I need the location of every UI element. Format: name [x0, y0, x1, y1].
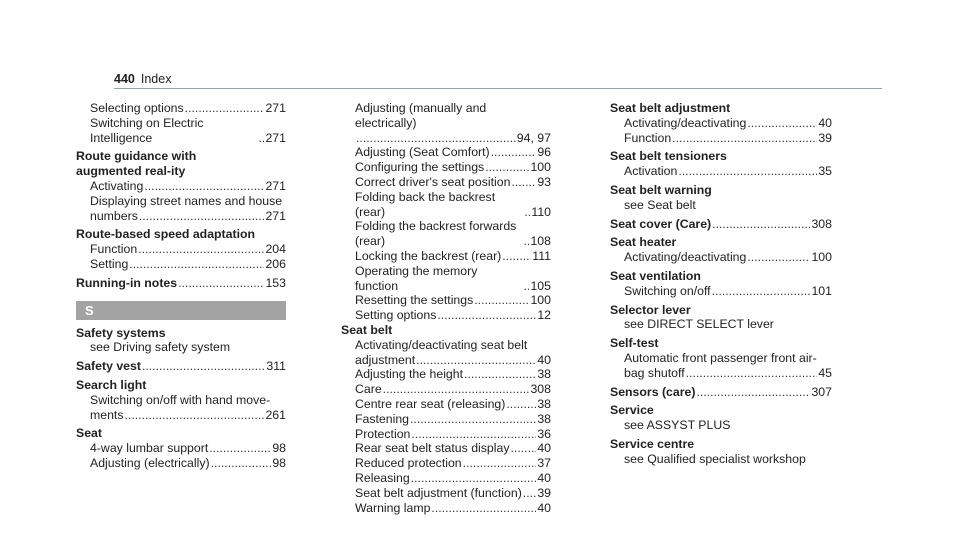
index-column-2	[341, 101, 551, 515]
index-heading: Selector lever	[610, 302, 691, 317]
header-title: Index	[140, 72, 172, 86]
index-entry-line: Automatic front passenger front air-	[624, 350, 817, 365]
index-cross-reference[interactable]: see Driving safety system	[90, 340, 231, 355]
index-entry[interactable]: Correct driver's seat position ..... 93	[341, 175, 551, 190]
index-entry[interactable]: Operating the memory function ..... 105	[341, 264, 551, 294]
index-entry[interactable]: Adjusting (Seat Comfort) ..... 96	[341, 145, 551, 160]
index-heading: Safety systems	[76, 325, 166, 340]
index-entry[interactable]: Activating/deactivating ..... 100	[610, 250, 832, 265]
index-heading: Seat belt adjustment	[610, 101, 731, 115]
page-number: 440	[114, 72, 135, 86]
index-entry[interactable]: numbers ..... 271	[76, 209, 286, 224]
index-column-1	[76, 101, 286, 471]
index-heading: Search light	[76, 377, 147, 392]
page-header	[114, 71, 171, 87]
index-entry[interactable]: adjustment ..... 40	[341, 353, 551, 368]
index-entry[interactable]: Function ..... 39	[610, 131, 832, 146]
index-heading: Seat belt tensioners	[610, 149, 727, 164]
index-heading: Route-based speed adaptation	[76, 227, 256, 242]
index-entry[interactable]: Warning lamp ..... 40	[341, 501, 551, 516]
index-entry[interactable]: Releasing ..... 40	[341, 471, 551, 486]
index-heading: Service centre	[610, 436, 695, 451]
index-cross-reference[interactable]: see Qualified specialist workshop	[624, 451, 806, 466]
index-heading: Self-test	[610, 336, 659, 351]
index-entry[interactable]: Activating/deactivating ..... 40	[610, 116, 832, 131]
index-cross-reference[interactable]: see Seat belt	[624, 197, 696, 212]
index-entry-line: Switching on/off with hand move-	[90, 392, 271, 407]
index-entry[interactable]: Locking the backrest (rear) ..... 111	[341, 249, 551, 264]
index-entry[interactable]: 4-way lumbar support ..... 98	[76, 441, 286, 456]
index-entry[interactable]: Switching on/off ..... 101	[610, 284, 832, 299]
index-entry[interactable]: Safety vest ..... 311	[76, 359, 286, 374]
index-entry[interactable]: Care ..... 308	[341, 382, 551, 397]
index-entry[interactable]: Seat cover (Care) ..... 308	[610, 217, 832, 232]
index-entry[interactable]: Activation ..... 35	[610, 164, 832, 179]
index-entry[interactable]: bag shutoff ..... 45	[610, 366, 832, 381]
index-entry[interactable]: Configuring the settings ..... 100	[341, 160, 551, 175]
index-entry[interactable]: Resetting the settings ..... 100	[341, 293, 551, 308]
index-cross-reference[interactable]: see ASSYST PLUS	[624, 418, 731, 433]
index-entry[interactable]: Centre rear seat (releasing) ..... 38	[341, 397, 551, 412]
index-entry[interactable]: Fastening ..... 38	[341, 412, 551, 427]
index-entry[interactable]: Sensors (care) ..... 307	[610, 385, 832, 400]
index-entry[interactable]: Switching on Electric Intelligence ..... 271	[76, 116, 286, 146]
index-heading: Seat belt warning	[610, 182, 712, 197]
index-heading: Seat ventilation	[610, 268, 701, 283]
index-entry[interactable]: Setting options ..... 12	[341, 308, 551, 323]
index-heading: Seat belt	[341, 322, 393, 337]
index-entry[interactable]: Folding back the backrest (rear) ..... 110	[341, 190, 551, 220]
index-entry[interactable]: ..... 94, 97	[341, 131, 551, 146]
letter-section-bar: S	[76, 301, 286, 320]
index-column-3	[610, 101, 832, 467]
index-entry[interactable]: Protection ..... 36	[341, 427, 551, 442]
index-entry[interactable]: Adjusting the height ..... 38	[341, 367, 551, 382]
index-entry[interactable]: ments ..... 261	[76, 408, 286, 423]
index-entry[interactable]: Seat belt adjustment (function) ..... 39	[341, 486, 551, 501]
index-entry-line: Adjusting (manually and electrically)	[355, 101, 487, 130]
index-heading: Route guidance with augmented real-ity	[76, 149, 197, 179]
index-cross-reference[interactable]: see DIRECT SELECT lever	[624, 317, 774, 332]
index-heading: Seat heater	[610, 235, 677, 250]
index-entry-line: Displaying street names and house	[90, 193, 283, 208]
index-entry[interactable]: Rear seat belt status display ..... 40	[341, 441, 551, 456]
index-entry[interactable]: Reduced protection ..... 37	[341, 456, 551, 471]
index-entry[interactable]: Adjusting (electrically) ..... 98	[76, 456, 286, 471]
header-rule	[114, 88, 882, 89]
index-heading: Seat	[76, 426, 102, 441]
index-entry[interactable]: Setting ..... 206	[76, 257, 286, 272]
index-entry[interactable]: Running-in notes ..... 153	[76, 276, 286, 291]
index-entry[interactable]: Function ..... 204	[76, 242, 286, 257]
index-heading: Service	[610, 403, 654, 418]
index-entry-line: Activating/deactivating seat belt	[355, 337, 528, 352]
index-entry[interactable]: Selecting options ..... 271	[76, 101, 286, 116]
index-entry[interactable]: Activating ..... 271	[76, 179, 286, 194]
index-entry[interactable]: Folding the backrest forwards (rear) ..... 108	[341, 219, 551, 249]
